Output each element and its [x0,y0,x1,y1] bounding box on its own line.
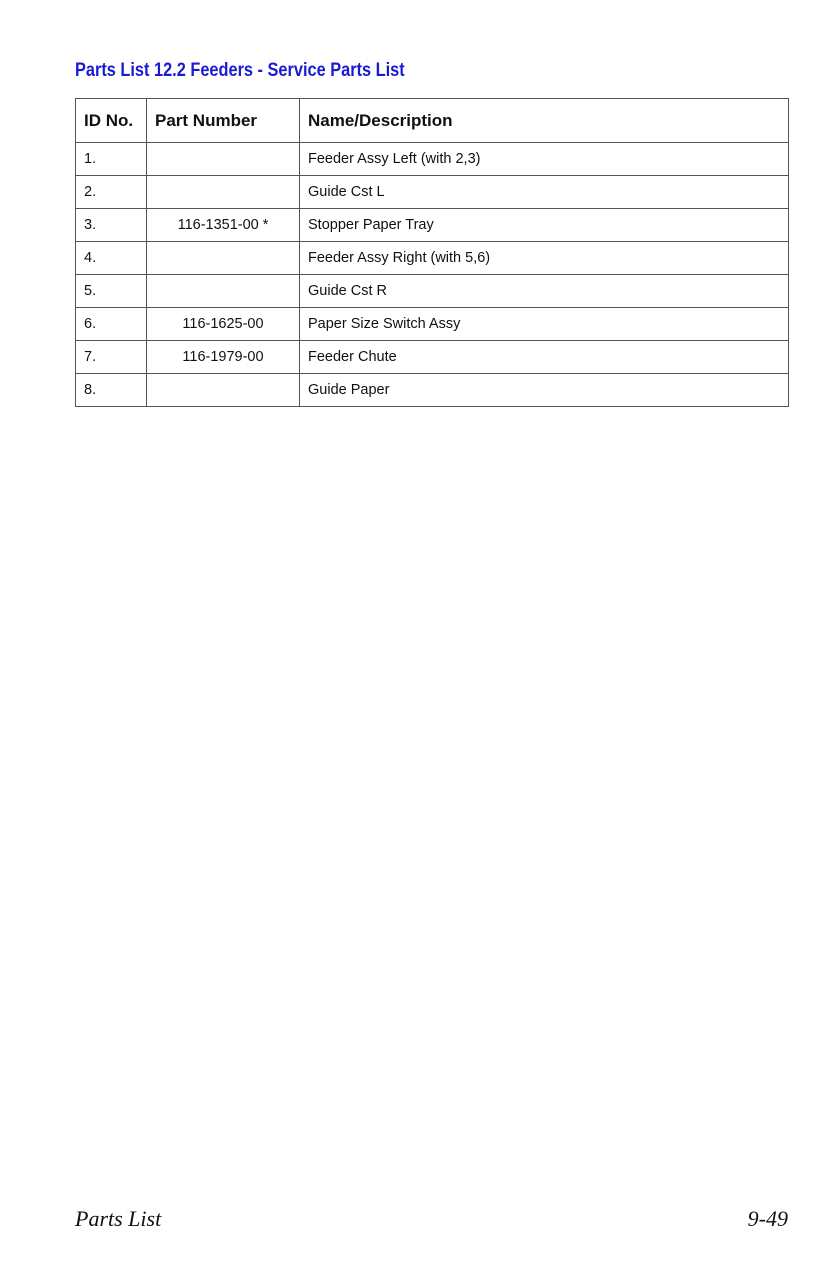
cell-id: 3. [76,209,147,242]
cell-id: 6. [76,308,147,341]
header-id: ID No. [76,99,147,143]
cell-id: 7. [76,341,147,374]
table-row [76,176,789,209]
table-header-row [76,99,789,143]
cell-id: 4. [76,242,147,275]
footer-page-number: 9-49 [747,1206,788,1231]
cell-description: Guide Paper [300,374,789,407]
cell-id: 5. [76,275,147,308]
cell-id: 2. [76,176,147,209]
cell-id: 1. [76,143,147,176]
cell-part-number [147,374,300,407]
cell-part-number [147,143,300,176]
parts-table [75,98,789,407]
cell-part-number: 116-1351-00 * [147,209,300,242]
table-row [76,275,789,308]
header-part-number: Part Number [147,99,300,143]
cell-part-number: 116-1625-00 [147,308,300,341]
cell-part-number: 116-1979-00 [147,341,300,374]
table-row [76,341,789,374]
cell-part-number [147,242,300,275]
cell-description: Stopper Paper Tray [300,209,789,242]
table-row [76,242,789,275]
cell-description: Paper Size Switch Assy [300,308,789,341]
table-row [76,209,789,242]
page-title: Parts List 12.2 Feeders - Service Parts List [75,60,405,81]
cell-id: 8. [76,374,147,407]
cell-description: Feeder Chute [300,341,789,374]
cell-part-number [147,176,300,209]
cell-description: Feeder Assy Left (with 2,3) [300,143,789,176]
table-row [76,308,789,341]
cell-description: Feeder Assy Right (with 5,6) [300,242,789,275]
footer-section-title: Parts List [75,1206,162,1231]
table-row [76,143,789,176]
cell-description: Guide Cst R [300,275,789,308]
header-description: Name/Description [300,99,789,143]
cell-description: Guide Cst L [300,176,789,209]
cell-part-number [147,275,300,308]
table-row [76,374,789,407]
